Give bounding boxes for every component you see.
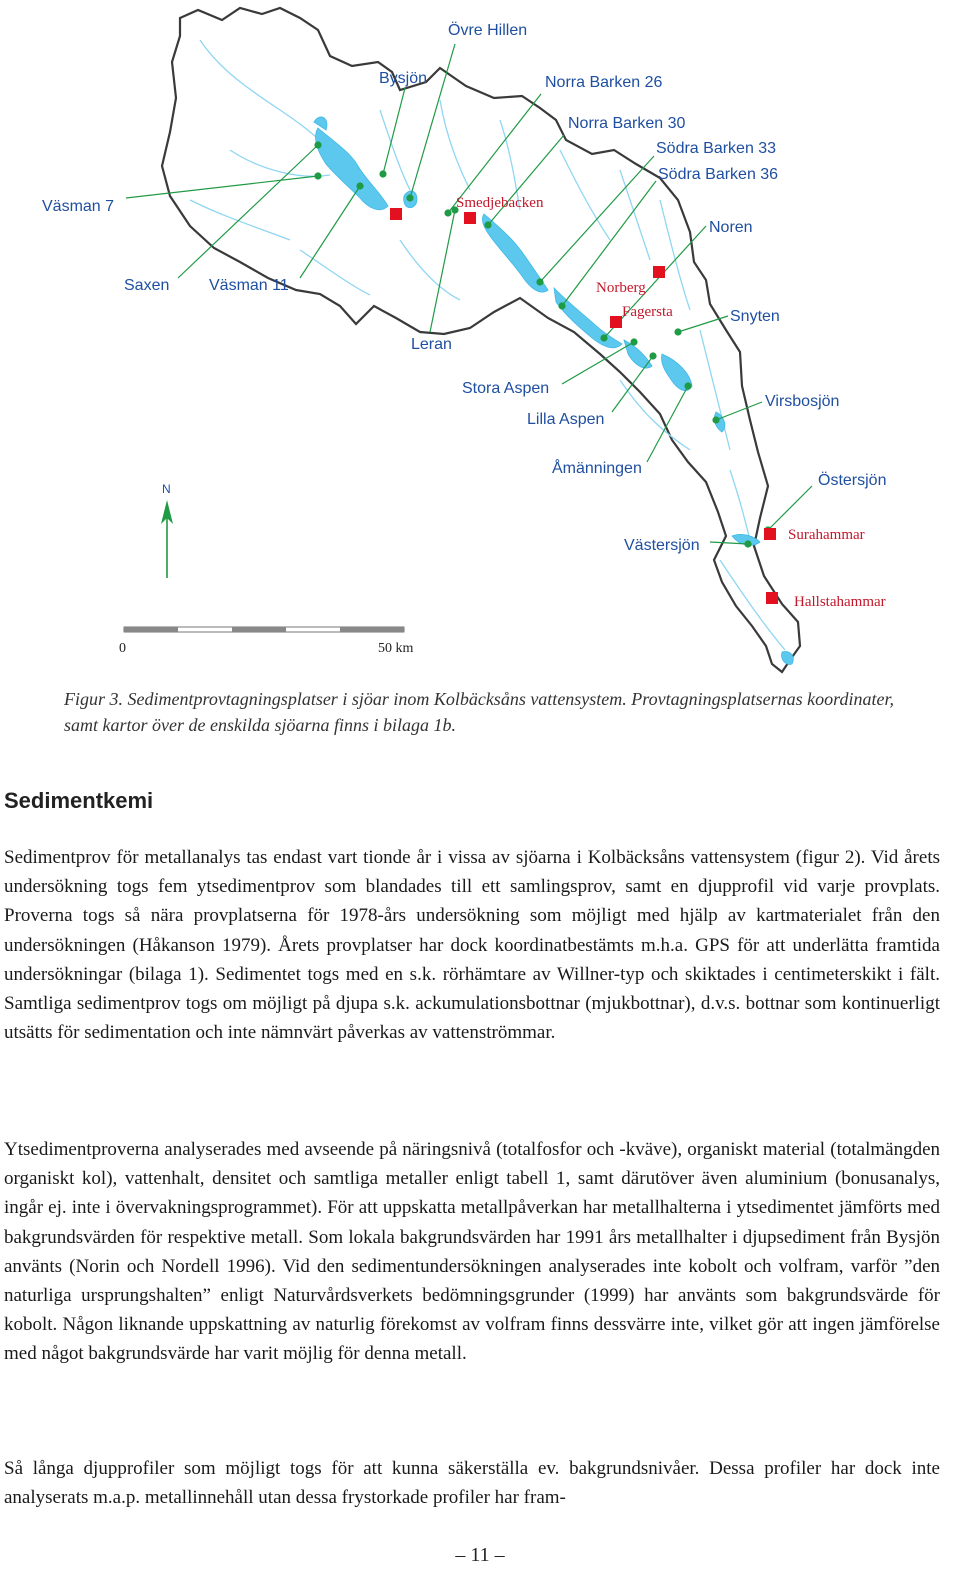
paragraph-2: Ytsedimentproverna analyserades med avseende på näringsnivå (totalfosfor och -kväve), organiskt material (totalmängden organiskt kol), vattenhalt, densitet och samtliga metaller enligt tabell 1, samt därutöver även aluminium (bonusanalys, ingår ej. inte i övervakningsprogrammet). För att uppskatta metallpåverkan har metallhalterna i ytsedimentet jämförts med bakgrundsvärden för respektive metall. Som lokala bakgrundsvärden har 1991 års metallhalter i djupsediment från Bysjön använts (Norin och Nordell 1996). Vid den sedimentundersökningen analyserades inte kobolt och volfram, varför ”den naturliga ursprungshalten” enligt Naturvårdsverkets bedömningsgrunder (1999) har använts som bakgrundsvärde för kobolt. Någon liknande uppskattning av naturlig förekomst av volfram finns dessvärre inte, vilket gör att ingen jämförelse med något bakgrundsvärde har varit möjlig för denna metall. <box>4 1139 940 1365</box>
figure-caption: Figur 3. Sedimentprovtagningsplatser i sjöar inom Kolbäcksåns vattensystem. Provtagningsplatsernas koordinater, samt kartor över de enskilda sjöarna finns i bilaga 1b. <box>64 689 894 735</box>
label-virsbosjon: Virsbosjön <box>765 393 840 410</box>
label-leran: Leran <box>411 336 452 353</box>
label-vasman-11: Väsman 11 <box>209 277 289 294</box>
label-lilla-aspen: Lilla Aspen <box>527 411 605 428</box>
scale-start: 0 <box>119 641 126 656</box>
label-saxen: Saxen <box>124 277 170 294</box>
label-smedjebacken: Smedjebacken <box>456 195 544 211</box>
page-number: – 11 – <box>455 1544 505 1566</box>
label-snyten: Snyten <box>730 308 780 325</box>
scale-end: 50 km <box>378 641 414 656</box>
label-ovre-hillen: Övre Hillen <box>448 22 528 39</box>
paragraph-3: Så långa djupprofiler som möjligt togs för att kunna säkerställa ev. bakgrundsnivåer. Dessa profiler har dock inte analyserats m.a.p. metallinnehåll utan dessa frystorkade profiler har fram- <box>4 1458 940 1509</box>
label-stora-aspen: Stora Aspen <box>462 380 550 397</box>
label-surahammar: Surahammar <box>788 527 865 543</box>
label-noren: Noren <box>709 219 753 236</box>
label-bysjon: Bysjön <box>379 70 428 87</box>
label-fagersta: Fagersta <box>622 304 673 320</box>
label-norra-barken-30: Norra Barken 30 <box>568 115 686 132</box>
label-ostersjon: Östersjön <box>818 472 887 489</box>
north-arrow <box>161 482 173 578</box>
label-sodra-barken-33: Södra Barken 33 <box>656 140 777 157</box>
north-label: N <box>162 482 171 496</box>
label-norra-barken-26: Norra Barken 26 <box>545 74 663 91</box>
label-sodra-barken-36: Södra Barken 36 <box>658 166 779 183</box>
label-norberg: Norberg <box>596 280 646 296</box>
catchment-outline <box>162 8 800 672</box>
label-vasman-7: Väsman 7 <box>42 198 115 215</box>
catchment-map <box>0 0 960 685</box>
section-heading: Sedimentkemi <box>4 788 154 813</box>
scale-bar <box>119 627 414 656</box>
label-vastersjon: Västersjön <box>624 537 700 554</box>
label-hallstahammar: Hallstahammar <box>794 594 886 610</box>
label-amanningen: Åmänningen <box>552 460 642 477</box>
paragraph-1: Sedimentprov för metallanalys tas endast vart tionde år i vissa av sjöarna i Kolbäcksåns vattensystem (figur 2). Vid årets undersökning togs fem ytsedimentprov som blandades till ett samlingsprov, samt en djupprofil vid varje provplats. Proverna togs så nära provplatserna för 1978-års undersökning som möjligt med hjälp av kartmaterialet från den undersökningen (Håkanson 1979). Årets provplatser har dock koordinatbestämts m.h.a. GPS för att underlätta framtida undersökningar (bilaga 1). Sedimentet togs med en s.k. rörhämtare av Willner-typ och skiktades i centimeterskikt i fält. Samtliga sedimentprov togs om möjligt på djupa s.k. ackumulationsbottnar (mjukbottnar), d.v.s. bottnar som kontinuerligt utsätts för sedimentation och inte nämnvärt påverkas av vattenströmmar. <box>4 847 940 1044</box>
